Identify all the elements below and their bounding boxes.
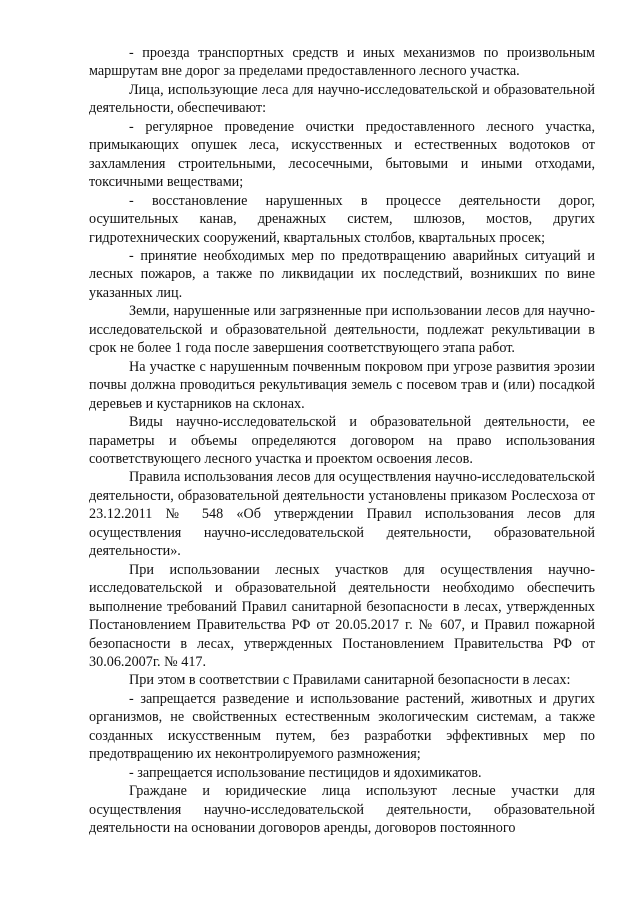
paragraph-pesticide-ban: - запрещается использование пестицидов и ядохимикатов.: [129, 764, 482, 781]
paragraph-emergency-measures: - принятие необходимых мер по предотвращению аварийных ситуаций и лесных пожаров, а также по ликвидации их последствий, возникших по вине указанных лиц.: [89, 247, 595, 301]
paragraph-obligations-intro: Лица, использующие леса для научно-исследовательской и образовательной деятельности, обеспечивают:: [89, 81, 595, 117]
paragraph-activity-parameters: Виды научно-исследовательской и образовательной деятельности, ее параметры и объемы определяются договором на право использования соответствующего лесного участка и проектом освоения лесов.: [89, 414, 595, 467]
paragraph-safety-requirements: При использовании лесных участков для осуществления научно-исследовательской и образовательной деятельности необходимо обеспечить выполнение требований Правил санитарной безопасности в лесах, утвержденных Постановлением Правительства РФ от 20.05.2017 г. № 607, и Правил пожарной безопасности в лесах, утвержденных Постановлением Правительства РФ от 30.06.2007г. № 417.: [89, 561, 595, 670]
paragraph-erosion: На участке с нарушенным почвенным покровом при угрозе развития эрозии почвы должна проводиться рекультивация земель с посевом трав и (или) посадкой деревьев и кустарников на склонах.: [89, 358, 595, 412]
paragraph-land-recultivation: Земли, нарушенные или загрязненные при использовании лесов для научно-исследовательской и образовательной деятельности, подлежат рекультивации в срок не более 1 года после завершения соответствующего этапа работ.: [89, 303, 595, 357]
paragraph-land-use-basis: Граждане и юридические лица используют лесные участки для осуществления научно-исследовательской деятельности, образовательной деятельности на основании договоров аренды, договоров постоянного: [89, 783, 595, 837]
paragraph-cleaning: - регулярное проведение очистки предоставленного лесного участка, примыкающих опушек леса, искусственных и естественных водотоков от захламления строительными, лесосечными, бытовыми и иными отходами, токсичными веществами;: [89, 118, 595, 191]
paragraph-vehicle-restriction: - проезда транспортных средств и иных механизмов по произвольным маршрутам вне дорог за пределами предоставленного лесного участка.: [89, 45, 595, 80]
paragraph-restoration: - восстановление нарушенных в процессе деятельности дорог, осушительных канав, дренажных систем, шлюзов, мостов, других гидротехнических сооружений, квартальных столбов, квартальных просек;: [89, 192, 595, 246]
paragraph-rules-order: Правила использования лесов для осуществления научно-исследовательской деятельности, образовательной деятельности установлены приказом Рослесхоза от 23.12.2011 № 548 «Об утверждении Правил использования лесов для осуществления научно-исследовательской деятельности, образовательной деятельности».: [89, 469, 595, 560]
document-page: [89, 44, 595, 837]
paragraph-organism-ban: - запрещается разведение и использование растений, животных и других организмов, не свойственных естественным экологическим системам, а также созданных искусственным путем, без разработки эффективных мер по предотвращению их неконтролируемого размножения;: [89, 690, 595, 763]
paragraph-sanitary-rules-intro: При этом в соответствии с Правилами санитарной безопасности в лесах:: [129, 672, 571, 689]
